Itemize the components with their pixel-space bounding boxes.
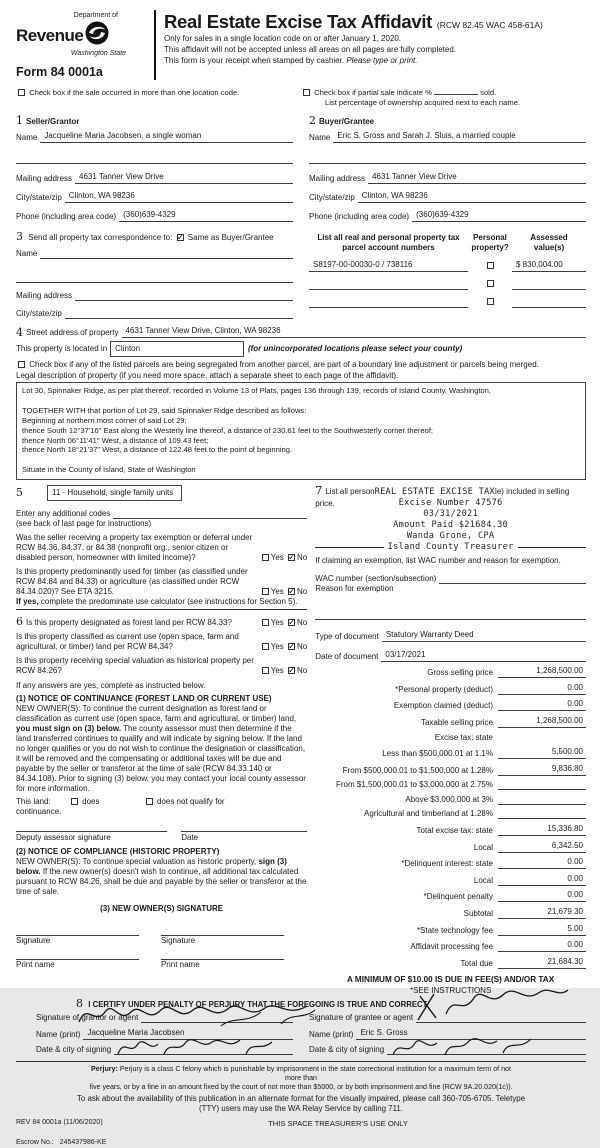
s5q1-no-checkbox[interactable] (288, 554, 295, 561)
tax-row: Above $3,000,000 at 3% (315, 795, 586, 805)
partial-sale-check-row (301, 88, 586, 107)
tax-row: Total excise tax: state 15,336.80 (315, 824, 586, 836)
seller-name2-field[interactable] (16, 154, 293, 164)
type-of-document-field[interactable]: Statutory Warranty Deed (382, 630, 586, 642)
parcel-number-field[interactable] (309, 298, 468, 308)
parcel-row (309, 297, 586, 308)
signature-label: Signature (16, 935, 51, 945)
tax-row: Local 0.00 (315, 874, 586, 886)
legal-line: thence South 12°37'16" East along the Westerly line thereof, a distance of 230.61 feet to the Southwesterly corner thereof; (22, 425, 434, 435)
yes-label: Yes (270, 665, 284, 675)
section3-number: 3 (16, 230, 23, 244)
personal-property-checkbox[interactable] (487, 262, 494, 269)
section-certification (16, 998, 586, 1055)
partial-sale-label: Check box if partial sale indicate % (314, 88, 432, 98)
minimum-due-note: A MINIMUM OF $10.00 IS DUE IN FEE(S) AND/OR TAX (347, 974, 555, 984)
seller-phone-field[interactable]: (360)639-4329 (119, 210, 293, 222)
parcel-row (309, 260, 586, 272)
same-as-buyer-checkbox[interactable] (177, 234, 184, 241)
corr-name-label: Name (16, 249, 38, 259)
buyer-city-field[interactable]: Clinton, WA 98236 (358, 191, 586, 203)
partial-sale-checkbox[interactable] (303, 89, 310, 96)
yes-label: Yes (270, 641, 284, 651)
type-of-document-label: Type of document (315, 631, 379, 641)
continuance-label: continuance. (16, 806, 62, 816)
section4-number: 4 (16, 326, 23, 340)
assessed-value-field[interactable] (512, 280, 586, 290)
exemption-note: If claiming an exemption, list WAC number and reason for exemption. (315, 555, 561, 565)
this-land-label: This land: (16, 796, 51, 806)
escrow-number: Escrow No.: 245437986-KE (16, 1138, 107, 1146)
multi-location-checkbox[interactable] (18, 89, 25, 96)
see-instructions-note: *SEE INSTRUCTIONS (409, 986, 492, 996)
corr-mailing-label: Mailing address (16, 291, 73, 301)
reason-exemption-field[interactable] (315, 610, 586, 620)
s6q2-no-checkbox[interactable] (288, 643, 295, 650)
tax-value-field[interactable]: 21,684.30 (498, 957, 586, 969)
perjury-line-3: five years, or by a fine in an amount fixed by the court of not more than $5000, or by both imprisonment and fine (RCW 9A.20.020(1c)). (89, 1082, 513, 1091)
partial-sale-sold-label: sold. (480, 88, 497, 98)
parcel-col-header: List all real and personal property tax parcel account numbers (317, 233, 460, 253)
tax-row: From $500,000.01 to $1,500,000 at 1.28% 9,836.80 (315, 764, 586, 776)
personal-property-checkbox[interactable] (487, 280, 494, 287)
tax-value-field[interactable]: 1,268,500.00 (498, 716, 586, 728)
header-note-2: This affidavit will not be accepted unless all areas on all pages are fully completed. (164, 45, 457, 55)
land-qualify-row (16, 797, 307, 817)
same-as-buyer-label: Same as Buyer/Grantee (187, 233, 274, 243)
new-owners-signature-title: (3) NEW OWNER(S) SIGNATURE (100, 903, 224, 913)
section-property-address (16, 326, 586, 480)
tax-row-header: Excise tax: state (434, 732, 493, 742)
wac-number-label: WAC number (section/subsection) (315, 573, 437, 583)
buyer-name2-field[interactable] (309, 154, 586, 164)
no-label: No (297, 617, 308, 627)
street-address-field[interactable]: 4631 Tanner View Drive, Clinton, WA 98236 (122, 326, 587, 338)
grantor-name-print-label: Name (print) (36, 1030, 81, 1040)
tax-row-total: Total due 21,684.30 (315, 957, 586, 969)
land-does-not-checkbox[interactable] (146, 798, 153, 805)
notice-continuance-body: NEW OWNER(S): To continue the current designation as forest land or classification as current use (open space, farm and agricultural, or timber) land, you must sign on (3) below. The county assessor must then determine if the land transferred continues to qualify and will indicate by signing below. If the land no longer qualifies or you do not wish to continue the designation or classification, it will be removed and the compensating or additional taxes will be due and payable by the seller or transferor at the time of sale (RCW 84.33.140 or 84.34.108). Prior to signing (3) below, you may contact your local county assessor for more information. (16, 703, 306, 793)
buyer-mailing-field[interactable]: 4631 Tanner View Drive (368, 172, 586, 184)
tax-row: Affidavit processing fee 0.00 (315, 940, 586, 952)
page-title: Real Estate Excise Tax Affidavit (RCW 82.45 WAC 458-61A) (164, 11, 543, 32)
page-footer (16, 1119, 586, 1128)
additional-codes-field[interactable] (113, 509, 307, 519)
ownership-note: List percentage of ownership acquired next to each name. (325, 97, 521, 107)
tax-value-field[interactable]: 5.00 (498, 924, 586, 936)
new-owner-printname-field-1[interactable] (16, 948, 139, 960)
section1-number: 1 (16, 114, 23, 128)
personal-property-line: 7 List all personREAL ESTATE EXCISE TAXle) included in selling (315, 483, 570, 497)
stamp-title: REAL ESTATE EXCISE TAX (374, 486, 496, 497)
notice-compliance-body: NEW OWNER(S): To continue special valuation as historic property, sign (3) below. If the new owner(s) doesn't wish to continue, all additional tax calculated pursuant to RCW 84.26, shall be due and payable by the seller or transferor at the time of sale. (16, 856, 307, 896)
additional-codes-label: Enter any additional codes (16, 508, 111, 518)
assessed-value-field[interactable]: $ 830,004.00 (512, 260, 586, 272)
tax-value-field[interactable]: 0.00 (498, 857, 586, 869)
legal-line: Lot 30, Spinnaker Ridge, as per plat thereof, recorded in Volume 13 of Plats, pages 136 through 139, records of Island County, Washington, (22, 386, 491, 396)
header-note-1: Only for sales in a single location code on or after January 1, 2020. (164, 34, 402, 44)
buyer-name-label: Name (309, 133, 331, 143)
certify-statement: I CERTIFY UNDER PENALTY OF PERJURY THAT THE FOREGOING IS TRUE AND CORRECT (88, 1000, 428, 1010)
tax-row: Taxable selling price 1,268,500.00 (315, 716, 586, 728)
perjury-notice (16, 1061, 586, 1113)
segregated-checkbox[interactable] (18, 361, 25, 368)
title-rcw-reference: (RCW 82.45 WAC 458-61A) (436, 20, 543, 30)
stamp-excise-number: Excise Number 47576 (398, 497, 503, 508)
tax-row: Agricultural and timberland at 1.28% (315, 809, 586, 819)
deputy-assessor-signature-label: Deputy assessor signature (16, 831, 167, 843)
new-owner-signature-field-1[interactable] (16, 924, 139, 936)
header-divider (154, 10, 156, 80)
located-in-field[interactable]: Clinton (110, 341, 244, 357)
buyer-phone-label: Phone (including area code) (309, 212, 410, 222)
legal-line: Beginning at northern most corner of said Lot 29; (22, 415, 187, 425)
date-of-document-field[interactable]: 03/17/2021 (381, 650, 586, 662)
grantee-date-city-label: Date & city of signing (309, 1045, 385, 1055)
personal-property-col-header: Personal property? (471, 233, 509, 253)
tax-row: *Delinquent interest: state 0.00 (315, 857, 586, 869)
tax-row: Exemption claimed (deduct) 0.00 (315, 699, 586, 711)
legal-line: thence North 18°21'37" West, a distance of 122.48 feet to the point of beginning. (22, 445, 293, 455)
buyer-heading: Buyer/Grantee (319, 117, 375, 127)
seller-name-field[interactable]: Jacqueline Maria Jacobsen, a single woman (40, 131, 293, 143)
tax-row: *Delinquent penalty 0.00 (315, 890, 586, 902)
tax-value-field[interactable] (498, 809, 586, 819)
parcel-number-field[interactable]: S8197-00-00030-0 / 738116 (309, 260, 468, 272)
print-name-label: Print name (160, 959, 200, 969)
section2-number: 2 (309, 114, 316, 128)
legal-line (22, 396, 580, 406)
alternate-format-line-2: (TTY) users may use the WA Relay Service by calling 711. (199, 1103, 403, 1113)
form-number: Form 84 0001a (16, 64, 103, 79)
s5q2-yes-checkbox[interactable] (262, 588, 269, 595)
personal-property-checkbox[interactable] (487, 298, 494, 305)
treasurer-stamp (315, 498, 586, 554)
section-use-code (16, 485, 307, 610)
land-use-code-field[interactable]: 11 - Household, single family units (47, 485, 182, 501)
notice-continuance-title: (1) NOTICE OF CONTINUANCE (FOREST LAND OR CURRENT USE) (16, 693, 272, 703)
section-designations (16, 616, 307, 970)
dor-logo (16, 8, 148, 80)
grantee-name-print-field[interactable]: Eric S. Gross (356, 1028, 586, 1040)
corr-city-field[interactable] (65, 309, 293, 319)
grantor-signature-field[interactable] (141, 1013, 293, 1023)
s5q1-yes-checkbox[interactable] (262, 554, 269, 561)
type-or-print-note: Please type or print. (346, 56, 418, 66)
section6-number: 6 (16, 614, 23, 628)
wac-number-field[interactable] (439, 574, 586, 584)
located-in-label: This property is located in (16, 344, 108, 354)
signature-label: Signature (160, 935, 196, 945)
tax-value-field[interactable]: 15,336.80 (498, 824, 586, 836)
rev-number: REV 84 0001a (11/06/2020) (16, 1119, 103, 1127)
parcel-row (309, 279, 586, 290)
additional-codes-note: (see back of last page for instructions) (16, 518, 152, 528)
deputy-date-label: Date (181, 831, 307, 843)
tax-row: Local 6,342.50 (315, 841, 586, 853)
seller-city-field[interactable]: Clinton, WA 98236 (65, 191, 293, 203)
s6q3-yes-checkbox[interactable] (262, 667, 269, 674)
parcel-table (309, 231, 586, 319)
section-buyer-grantee (309, 115, 586, 222)
tax-value-field[interactable]: 21,679.30 (498, 907, 586, 919)
section-seller-grantor (16, 115, 293, 222)
multi-location-check-row (16, 88, 301, 107)
legal-line: thence North 06°11'41" West, a distance of 109.43 feet; (22, 435, 209, 445)
no-label: No (297, 665, 308, 675)
perjury-line-1: Perjury: Perjury is a class C felony which is punishable by imprisonment in the state correctional institution for a maximum term of not (91, 1065, 511, 1074)
yes-label: Yes (270, 586, 284, 596)
tax-value-field[interactable] (498, 795, 586, 805)
s6q3-no-checkbox[interactable] (288, 667, 295, 674)
predominate-use-note: If yes, complete the predominate use calculator (see instructions for Section 5). (16, 597, 307, 610)
parcel-number-field[interactable] (309, 280, 468, 290)
grantor-name-print-field[interactable]: Jacqueline Maria Jacobsen (83, 1028, 293, 1040)
timber-agriculture-question: Is this property predominantly used for timber (as classified under RCW 84.84 and 84.33) or agriculture (as classified under RCW 84.34.020)? See ETA 3215. (16, 566, 248, 596)
current-use-question: Is this property classified as current use (open space, farm and agricultural, or timber) land per RCW 84.34? (16, 631, 239, 651)
section5-number: 5 (16, 486, 23, 500)
grantee-signature-field[interactable] (416, 1013, 586, 1023)
exemption-deferral-question: Was the seller receiving a property tax exemption or deferral under RCW 84.36, 84.37, or 84.38 (nonprofit org., senior citizen or disabled person, homeowner with limited income)? (16, 532, 253, 562)
corr-city-label: City/state/zip (16, 309, 62, 319)
seller-name-label: Name (16, 133, 38, 143)
if-yes-instruction: If any answers are yes, complete as instructed below. (16, 680, 206, 690)
legal-line: Situate in the County of Island, State of Washington (22, 465, 196, 475)
grantor-date-city-label: Date & city of signing (36, 1045, 112, 1055)
historic-property-question: Is this property receiving special valuation as historical property per RCW 84.26? (16, 655, 254, 675)
reason-exemption-label: Reason for exemption (315, 583, 394, 593)
tax-row: Gross selling price 1,268,500.00 (315, 666, 586, 678)
form-header (16, 8, 586, 80)
multi-location-label: Check box if the sale occurred in more than one location code. (29, 88, 240, 98)
corr-extra-field[interactable] (16, 273, 293, 283)
tax-row: From $1,500,000.01 to $3,000,000 at 2.75% (315, 780, 586, 790)
tax-value-field[interactable]: 9,836.80 (498, 764, 586, 776)
tax-row: *Personal property (deduct) 0.00 (315, 683, 586, 695)
unincorporated-note: (for unincorporated locations please select your county) (247, 344, 463, 354)
tax-computation (315, 666, 586, 996)
tax-row: *State technology fee 5.00 (315, 924, 586, 936)
tax-value-field[interactable]: 1,268,500.00 (498, 666, 586, 678)
buyer-name-field[interactable]: Eric S. Gross and Sarah J. Sluis, a married couple (333, 131, 586, 143)
buyer-mailing-label: Mailing address (309, 174, 366, 184)
s6q1-yes-checkbox[interactable] (262, 619, 269, 626)
s6q2-yes-checkbox[interactable] (262, 643, 269, 650)
no-label: No (297, 641, 308, 651)
buyer-city-label: City/state/zip (309, 193, 355, 203)
no-label: No (297, 586, 308, 596)
tax-value-field[interactable]: 0.00 (498, 699, 586, 711)
treasurer-use-note: THIS SPACE TREASURER'S USE ONLY (268, 1119, 408, 1129)
legal-line (22, 455, 580, 465)
seller-heading: Seller/Grantor (26, 117, 80, 127)
tax-value-field[interactable]: 0.00 (498, 940, 586, 952)
tax-value-field[interactable]: 6,342.50 (498, 841, 586, 853)
section-tax-correspondence (16, 231, 293, 319)
alternate-format-line-1: To ask about the availability of this publication in an alternate format for the visually impaired, please call 360-705-6705. Teletype (76, 1093, 526, 1103)
new-owner-printname-field-2[interactable] (161, 948, 284, 960)
street-address-label: Street address of property (26, 328, 119, 338)
legal-description-box (16, 382, 586, 480)
yes-label: Yes (270, 552, 284, 562)
s5q2-no-checkbox[interactable] (288, 588, 295, 595)
perjury-line-2: more than (285, 1073, 317, 1082)
grantor-signature-label: Signature of grantor or agent (36, 1013, 139, 1023)
corr-name-field[interactable] (40, 249, 293, 259)
assessed-value-col-header: Assessed value(s) (530, 233, 568, 253)
partial-sale-percent-field[interactable] (434, 94, 478, 95)
legal-description-label: Legal description of property (if you need more space, attach a separate sheet to each page of the affidavit). (16, 371, 399, 381)
s6q1-no-checkbox[interactable] (288, 619, 295, 626)
tax-value-field[interactable]: 0.00 (498, 874, 586, 886)
seller-mailing-field[interactable]: 4631 Tanner View Drive (75, 172, 293, 184)
grantor-date-city-field[interactable] (114, 1045, 293, 1055)
revenue-swirl-icon (85, 21, 109, 50)
corr-mailing-field[interactable] (75, 291, 293, 301)
does-label: does (82, 796, 100, 806)
does-not-label: does not qualify for (156, 796, 225, 806)
land-does-checkbox[interactable] (71, 798, 78, 805)
seller-mailing-label: Mailing address (16, 174, 73, 184)
tax-value-field[interactable]: 5,500.00 (498, 747, 586, 759)
stamp-treasurer-name: Wanda Grone, CPA (406, 531, 495, 542)
assessed-value-field[interactable] (512, 298, 586, 308)
tax-value-field[interactable]: 0.00 (498, 890, 586, 902)
new-owner-signature-field-2[interactable] (161, 924, 284, 936)
grantee-name-print-label: Name (print) (309, 1030, 354, 1040)
date-of-document-label: Date of document (315, 651, 379, 661)
stamp-date: 03/31/2021 (423, 508, 478, 519)
grantee-date-city-field[interactable] (387, 1045, 586, 1055)
logo-washington-state: Washington State (70, 50, 126, 57)
section8-number: 8 (76, 997, 83, 1011)
price-label: price. (315, 498, 335, 508)
segregated-label: Check box if any of the listed parcels are being segregated from another parcel, are part of a boundary line adjustment or parcels being merged. (29, 360, 539, 370)
notice-compliance-title: (2) NOTICE OF COMPLIANCE (HISTORIC PROPERTY) (16, 846, 220, 856)
document-info (315, 630, 586, 662)
logo-revenue-text: Revenue (16, 25, 84, 45)
stamp-amount-paid: Amount Paid $21684.30 (393, 520, 509, 531)
buyer-phone-field[interactable]: (360)639-4329 (412, 210, 586, 222)
tax-row: Less than $500,000.01 at 1.1% 5,500.00 (315, 747, 586, 759)
section7-number: 7 (315, 483, 323, 497)
grantee-signature-label: Signature of grantee or agent (309, 1013, 414, 1023)
tax-row: Subtotal 21,679.30 (315, 907, 586, 919)
tax-value-field[interactable] (498, 780, 586, 790)
tax-value-field[interactable]: 0.00 (498, 683, 586, 695)
correspondence-label: Send all property tax correspondence to: (28, 233, 173, 243)
section-personal-property (315, 485, 586, 620)
logo-department-of: Department of (73, 12, 118, 19)
no-label: No (297, 552, 308, 562)
legal-line: TOGETHER WITH that portion of Lot 29, said Spinnaker Ridge described as follows: (22, 406, 307, 415)
yes-label: Yes (270, 617, 284, 627)
forest-land-question: Is this property designated as forest land per RCW 84.33? (26, 617, 232, 627)
seller-city-label: City/state/zip (16, 193, 62, 203)
header-note-3: This form is your receipt when stamped by cashier. Please type or print. (164, 56, 418, 66)
seller-phone-label: Phone (including area code) (16, 212, 117, 222)
print-name-label: Print name (16, 959, 55, 969)
stamp-county-treasurer: Island County Treasurer (387, 542, 514, 553)
